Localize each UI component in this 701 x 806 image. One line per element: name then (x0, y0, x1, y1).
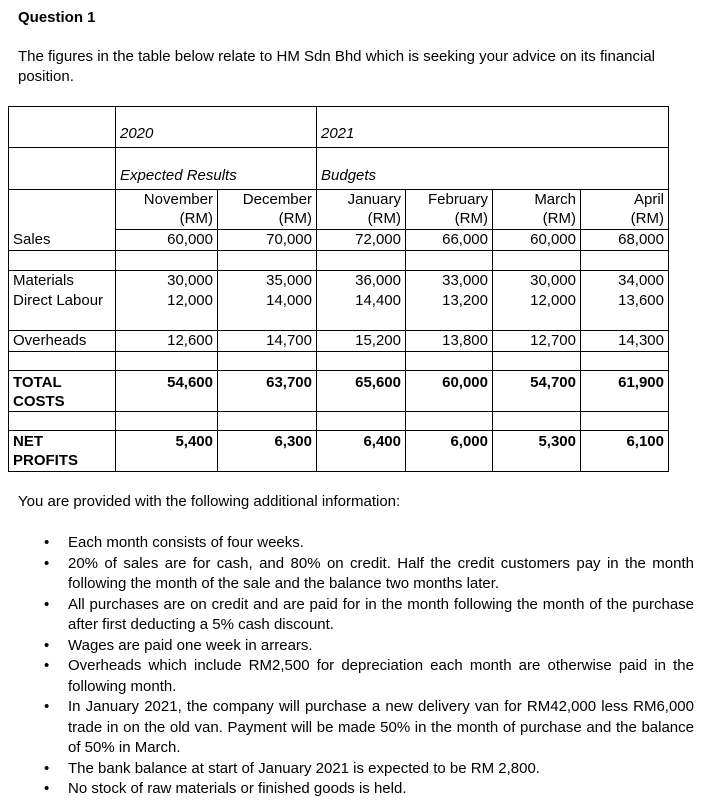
cell: 6,100 (581, 431, 669, 472)
cell: 13,200 (406, 291, 493, 331)
intro-paragraph: The figures in the table below relate to HM Sdn Bhd which is seeking your advice on its financial position. (18, 48, 656, 85)
cell: 13,600 (581, 291, 669, 331)
financial-table (8, 106, 669, 472)
cell: 30,000 (116, 271, 218, 291)
cell: 35,000 (218, 271, 317, 291)
cell: 72,000 (317, 230, 406, 251)
cell: 60,000 (493, 230, 581, 251)
row-total-costs (9, 371, 669, 412)
list-item: • All purchases are on credit and are paid for in the month following the month of the purchase after first deducting a 5% cash discount. (44, 595, 694, 636)
list-item: • 20% of sales are for cash, and 80% on credit. Half the credit customers pay in the month following the month of the sale and the balance two months later. (44, 554, 694, 595)
list-item: • No stock of raw materials or finished goods is held. (44, 779, 694, 800)
cell: 34,000 (581, 271, 669, 291)
list-item: • The bank balance at start of January 2021 is expected to be RM 2,800. (44, 759, 694, 780)
row-overheads (9, 331, 669, 352)
row-net-profits (9, 431, 669, 472)
cell: 13,800 (406, 331, 493, 352)
cell: 5,400 (116, 431, 218, 472)
cell: 6,000 (406, 431, 493, 472)
info-list (44, 533, 694, 800)
cell: 14,300 (581, 331, 669, 352)
question-title: Question 1 (18, 9, 96, 26)
cell: 30,000 (493, 271, 581, 291)
cell: 12,600 (116, 331, 218, 352)
row-label: Sales (9, 230, 116, 251)
cell: 70,000 (218, 230, 317, 251)
cell: 54,600 (116, 371, 218, 412)
cell: 12,000 (116, 291, 218, 331)
list-item: • Each month consists of four weeks. (44, 533, 694, 554)
budgets-label: Budgets (317, 148, 669, 190)
row-label: TOTAL COSTS (9, 371, 116, 412)
cell: 14,400 (317, 291, 406, 331)
list-item: • In January 2021, the company will purchase a new delivery van for RM42,000 less RM6,000 trade in on the old van. Payment will be made 50% in the month of purchase and the balance of 50% in March. (44, 697, 694, 759)
month-header: January (RM) (317, 190, 406, 230)
cell: 54,700 (493, 371, 581, 412)
month-header: November (RM) (116, 190, 218, 230)
cell: 66,000 (406, 230, 493, 251)
cell: 65,600 (317, 371, 406, 412)
cell: 61,900 (581, 371, 669, 412)
cell: 6,400 (317, 431, 406, 472)
month-header: April (RM) (581, 190, 669, 230)
year-2021: 2021 (317, 107, 669, 148)
cell: 12,000 (493, 291, 581, 331)
cell: 63,700 (218, 371, 317, 412)
month-header: February (RM) (406, 190, 493, 230)
row-sales (9, 230, 669, 251)
month-header: December (RM) (218, 190, 317, 230)
additional-info-heading: You are provided with the following additional information: (18, 493, 401, 510)
row-materials (9, 271, 669, 291)
cell: 60,000 (116, 230, 218, 251)
year-2020: 2020 (116, 107, 317, 148)
row-direct-labour (9, 291, 669, 331)
cell: 5,300 (493, 431, 581, 472)
expected-results-label: Expected Results (116, 148, 317, 190)
cell: 68,000 (581, 230, 669, 251)
cell: 14,000 (218, 291, 317, 331)
row-label: Direct Labour (9, 291, 116, 331)
list-item: • Overheads which include RM2,500 for depreciation each month are otherwise paid in the following month. (44, 656, 694, 697)
cell: 60,000 (406, 371, 493, 412)
cell: 12,700 (493, 331, 581, 352)
row-label: Overheads (9, 331, 116, 352)
cell: 36,000 (317, 271, 406, 291)
cell: 14,700 (218, 331, 317, 352)
row-label: NET PROFITS (9, 431, 116, 472)
cell: 6,300 (218, 431, 317, 472)
row-label: Materials (9, 271, 116, 291)
list-item: • Wages are paid one week in arrears. (44, 636, 694, 657)
cell: 15,200 (317, 331, 406, 352)
cell: 33,000 (406, 271, 493, 291)
month-header: March (RM) (493, 190, 581, 230)
